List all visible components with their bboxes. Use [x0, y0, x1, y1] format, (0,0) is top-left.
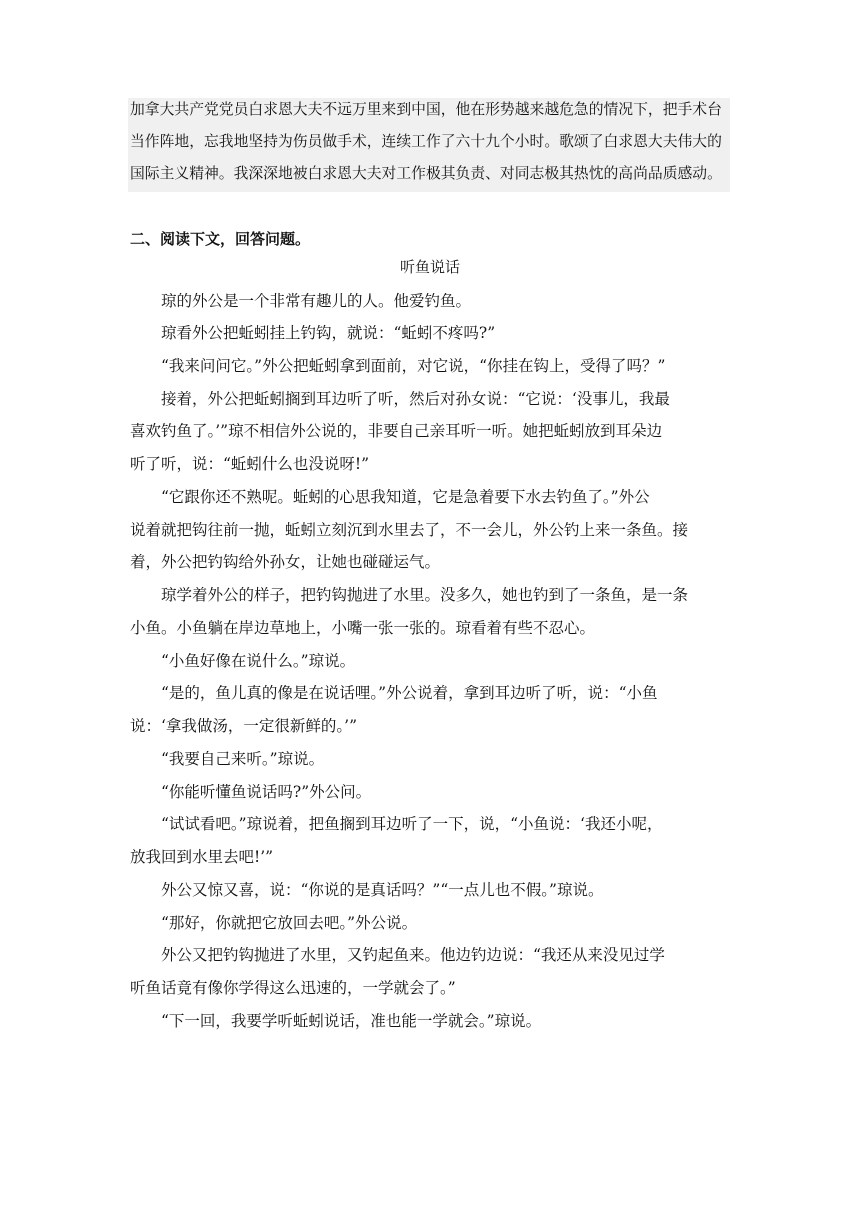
story-line: “那好，你就把它放回去吧。”外公说。 — [161, 914, 418, 932]
story-line: “它跟你还不熟呢。蚯蚓的心思我知道，它是急着要下水去钓鱼了。”外公 — [161, 488, 650, 506]
story-line: 放我回到水里去吧!’” — [130, 848, 274, 866]
story-line: “我要自己来听。”琼说。 — [161, 750, 325, 768]
story-line: 着，外公把钓钩给外孙女，让她也碰碰运气。 — [130, 553, 441, 571]
story-line: 接着，外公把蚯蚓搁到耳边听了听，然后对孙女说：“它说：‘没事儿，我最 — [161, 390, 670, 408]
story-line: “小鱼好像在说什么。”琼说。 — [161, 652, 356, 670]
intro-line: 当作阵地，忘我地坚持为伤员做手术，连续工作了六十九个小时。歌颂了白求恩大夫伟大的 — [130, 133, 722, 150]
story-line: 听鱼话竟有像你学得这么迅速的，一学就会了。” — [130, 979, 456, 997]
story-line: 外公又把钓钩抛进了水里，又钓起鱼来。他边钓边说：“我还从来没见过学 — [161, 946, 665, 964]
story-line: 琼学着外公的样子，把钓钩抛进了水里。没多久，她也钓到了一条鱼，是一条 — [161, 586, 689, 604]
story-line: 外公又惊又喜，说：“你说的是真话吗？”“一点儿也不假。”琼说。 — [161, 881, 604, 899]
section-heading: 二、阅读下文，回答问题。 — [130, 230, 311, 248]
story-line: “我来问问它。”外公把蚯蚓拿到面前，对它说，“你挂在钩上，受得了吗？” — [161, 357, 666, 375]
story-line: “下一回，我要学听蚯蚓说话，准也能一学就会。”琼说。 — [161, 1012, 542, 1030]
story-line: 说：‘拿我做汤，一定很新鲜的。’” — [130, 717, 358, 735]
story-line: 喜欢钓鱼了。’”琼不相信外公说的，非要自己亲耳听一听。她把蚯蚓放到耳朵边 — [130, 422, 663, 440]
story-line: 小鱼。小鱼躺在岸边草地上，小嘴一张一张的。琼看着有些不忍心。 — [130, 619, 596, 637]
story-line: “试试看吧。”琼说着，把鱼搁到耳边听了一下，说，“小鱼说：‘我还小呢， — [161, 815, 663, 833]
intro-line: 国际主义精神。我深深地被白求恩大夫对工作极其负责、对同志极其热忱的高尚品质感动。 — [130, 165, 722, 182]
story-line: 说着就把钩往前一抛，蚯蚓立刻沉到水里去了，不一会儿，外公钓上来一条鱼。接 — [130, 521, 689, 539]
story-line: “你能听懂鱼说话吗?”外公问。 — [161, 783, 372, 801]
story-line: “是的，鱼儿真的像是在说话哩。”外公说着，拿到耳边听了听，说：“小鱼 — [161, 684, 658, 702]
story-line: 琼的外公是一个非常有趣儿的人。他爱钓鱼。 — [161, 292, 472, 310]
intro-line: 加拿大共产党党员白求恩大夫不远万里来到中国，他在形势越来越危急的情况下，把手术台 — [130, 101, 722, 118]
story-line: 琼看外公把蚯蚓挂上钓钩，就说：“蚯蚓不疼吗?” — [161, 324, 496, 342]
story-line: 听了听，说：“蚯蚓什么也没说呀!” — [130, 455, 370, 473]
story-title: 听鱼说话 — [399, 258, 460, 276]
